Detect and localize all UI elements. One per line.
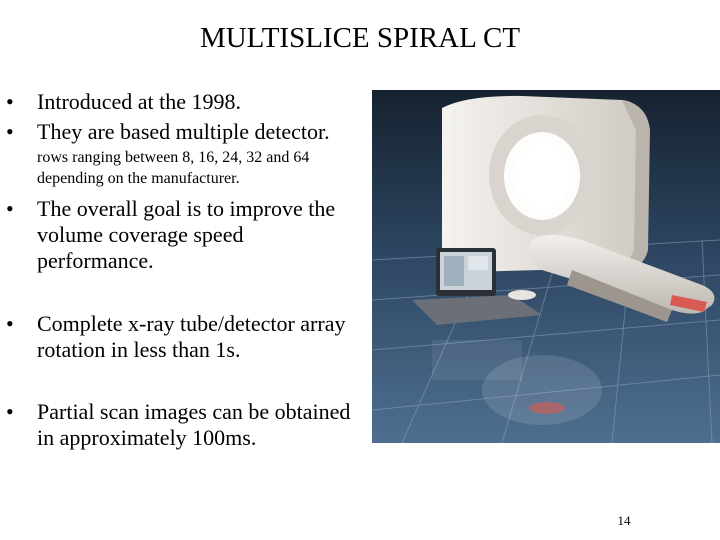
bullet-text: Complete x-ray tube/detector array: [37, 311, 346, 336]
slide-title: MULTISLICE SPIRAL CT: [199, 22, 521, 54]
bullet-text: volume coverage speed: [37, 222, 244, 247]
bullet-marker: •: [6, 89, 14, 114]
page-number: 14: [617, 513, 631, 528]
bullet-marker: •: [6, 196, 14, 221]
bullet-marker: •: [6, 311, 14, 336]
bullet-text: in approximately 100ms.: [37, 425, 257, 450]
ct-scanner-icon: [372, 90, 720, 443]
bullet-text: They are based multiple detector.: [37, 119, 330, 144]
bullet-text: rotation in less than 1s.: [37, 337, 241, 362]
bullet-marker: •: [6, 399, 14, 424]
bullet-text: performance.: [37, 248, 154, 273]
sub-line-manufacturer: depending on the manufacturer.: [37, 170, 240, 187]
bullet-marker: •: [6, 119, 14, 144]
bullet-text: Introduced at the 1998.: [37, 89, 242, 114]
bullet-text: The overall goal is to improve the: [37, 196, 336, 221]
ct-scanner-photo: [372, 90, 720, 443]
sub-line-detector-rows: rows ranging between 8, 16, 24, 32 and 64: [37, 149, 310, 166]
bullet-text: Partial scan images can be obtained: [37, 399, 351, 424]
